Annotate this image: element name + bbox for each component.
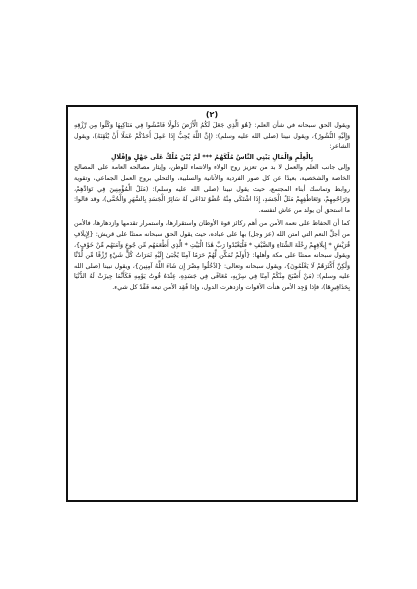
page-frame [66, 105, 358, 502]
poetry-verse: بِالْعِلْمِ وَالْمَالِ يَبْنِي النَّاسُ مُلْكَهُمُ *** لَمْ يُبْنَ مُلْكٌ عَلَى جَهْلٍ وَإِقْلَالِ [110, 153, 314, 161]
paragraph-loyalty: وإلى جانب العلم والعمل لا بد من تعزيز روح الولاء والانتماء للوطن، وإيثار مصالحه العامة على المصالح الخاصة والشخصية، بعيدًا عن كل صور الفردية والأنانية والسلبية، والتحلي بروح العمل الجماعي، وتقوية روابط وتماسك أبناء المجتمع، حيث يقول نبينا (صلى الله عليه وسلم): (مَثَلُ الْمُؤْمِنِينَ فِي تَوَادِّهِمْ، وَتَرَاحُمِهِمْ، وَتَعَاطُفِهِمْ مَثَلُ الْجَسَدِ، إِذَا اشْتَكَى مِنْهُ عُضْوٌ تَدَاعَى لَهُ سَائِرُ الْجَسَدِ بِالسَّهَرِ وَالْحُمَّى)، وقد قالوا: ما استحق أن يولد من عاش لنفسه. [74, 164, 350, 214]
paragraph-knowledge: ويقول الحق سبحانه في شأن العلم: {هُوَ الَّذِي جَعَلَ لَكُمُ الْأَرْضَ ذَلُولًا فَامْشُوا فِي مَنَاكِبِهَا وَكُلُوا مِن رِّزْقِهِ وَإِلَيْهِ النُّشُورُ}، ويقول نبينا (صلى الله عليه وسلم): (إِنَّ اللَّهَ يُحِبُّ إِذَا عَمِلَ أَحَدُكُمْ عَمَلًا أَنْ يُتْقِنَهُ)، ويقول الشاعر: [74, 122, 350, 151]
paragraph-security: كما أن الحفاظ على نعمة الأمن من أهم ركائز قوة الأوطان واستقرارها، واستمرار تقدمها وازدهارها، فالأمن من أجلِّ النعم التي امتن الله (عز وجل) بها على عباده، حيث يقول الحق سبحانه ممتنًا على قريش: {لِإِيلَافِ قُرَيْشٍ * إِيلَافِهِمْ رِحْلَةَ الشِّتَاءِ وَالصَّيْفِ * فَلْيَعْبُدُوا رَبَّ هَٰذَا الْبَيْتِ * الَّذِي أَطْعَمَهُم مِّن جُوعٍ وَآمَنَهُم مِّنْ خَوْفٍ}، ويقول سبحانه ممتنًا على مكة وأهلها: {أَوَلَمْ نُمَكِّن لَّهُمْ حَرَمًا آمِنًا يُجْبَىٰ إِلَيْهِ ثَمَرَاتُ كُلِّ شَيْءٍ رِّزْقًا مِّن لَّدُنَّا وَلَٰكِنَّ أَكْثَرَهُمْ لَا يَعْلَمُونَ}، ويقول سبحانه وتعالى: {ادْخُلُوا مِصْرَ إِن شَاءَ اللَّهُ آمِنِينَ}، ويقول نبينا (صلى الله عليه وسلم): (مَنْ أَصْبَحَ مِنْكُمْ آمِنًا فِي سِرْبِهِ، مُعَافًى فِي جَسَدِهِ، عِنْدَهُ قُوتُ يَوْمِهِ فَكَأَنَّمَا حِيزَتْ لَهُ الدُّنْيَا بِحَذَافِيرِهَا)، فإذا وُجِد الأمن هنأت الأقوات وازدهرت الدول، وإذا فُقِد الأمن تبعه فَقْدُ كل شيء. [74, 220, 350, 291]
document-body [74, 121, 350, 494]
page-number: (٢) [205, 110, 219, 119]
